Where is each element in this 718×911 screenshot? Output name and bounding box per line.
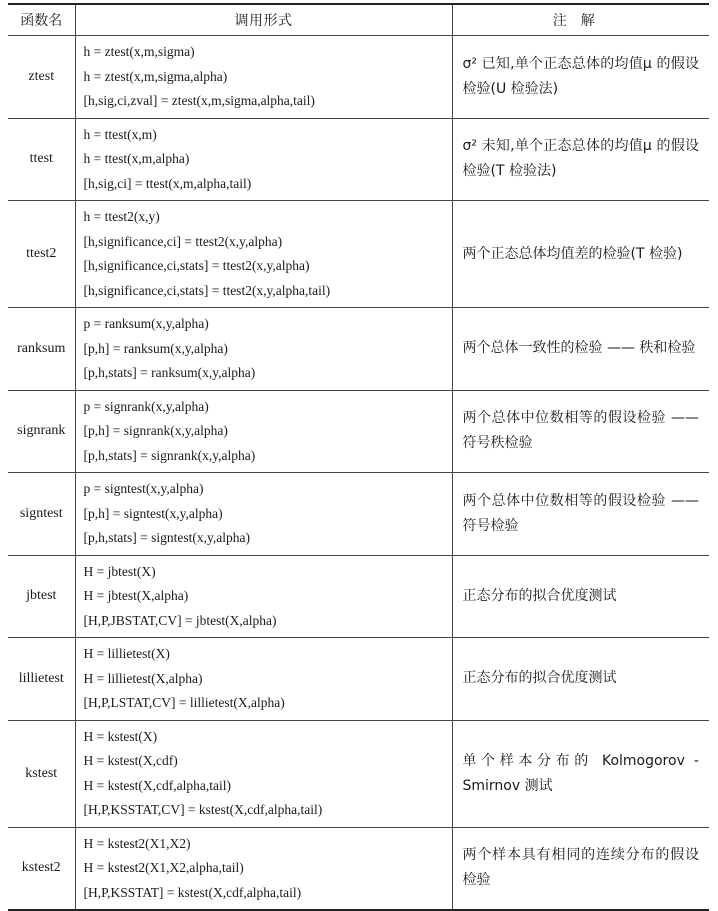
function-name-cell: lillietest <box>8 638 75 721</box>
usage-line: h = ztest(x,m,sigma) <box>83 44 195 59</box>
usage-line: [p,h] = ranksum(x,y,alpha) <box>83 340 228 356</box>
usage-line: h = ttest(x,m,alpha) <box>83 151 190 166</box>
usage-line: H = jbtest(X) <box>83 563 156 579</box>
note-cell: 正态分布的拟合优度测试 <box>452 555 709 638</box>
usage-line: h = ttest2(x,y) <box>83 209 160 224</box>
usage-line: H = kstest(X) <box>83 728 158 744</box>
function-name-cell: signrank <box>8 390 75 473</box>
usage-line: [h,significance,ci,stats] = ttest2(x,y,alpha,tail) <box>83 282 331 298</box>
usage-line: [h,sig,ci] = ttest(x,m,alpha,tail) <box>83 175 252 191</box>
function-name-cell: kstest <box>8 720 75 827</box>
table-row <box>8 473 709 556</box>
usage-cell <box>75 555 452 638</box>
note-cell: 两个样本具有相同的连续分布的假设检验 <box>452 827 709 910</box>
function-name-cell: ttest <box>8 118 75 201</box>
usage-line: [h,significance,ci] = ttest2(x,y,alpha) <box>83 233 283 249</box>
note-cell: 两个总体中位数相等的假设检验 —— 符号秩检验 <box>452 390 709 473</box>
usage-line: [H,P,KSSTAT,CV] = kstest(X,cdf,alpha,tail) <box>83 802 323 817</box>
function-name-cell: kstest2 <box>8 827 75 910</box>
table-row <box>8 118 709 201</box>
usage-line: h = ztest(x,m,sigma,alpha) <box>83 68 228 84</box>
usage-line: h = ttest(x,m) <box>83 126 157 142</box>
usage-line: H = kstest2(X1,X2,alpha,tail) <box>83 860 244 875</box>
table-row <box>8 720 709 827</box>
note-cell: 两个正态总体均值差的检验(T 检验) <box>452 201 709 308</box>
header-function-name: 函数名 <box>8 4 75 36</box>
usage-line: [H,P,LSTAT,CV] = lillietest(X,alpha) <box>83 695 285 710</box>
table-row <box>8 36 709 119</box>
usage-line: [p,h,stats] = ranksum(x,y,alpha) <box>83 365 256 380</box>
usage-line: H = kstest2(X1,X2) <box>83 835 191 851</box>
table-row <box>8 201 709 308</box>
usage-cell <box>75 308 452 391</box>
function-name-cell: ztest <box>8 36 75 119</box>
note-cell: 两个总体中位数相等的假设检验 —— 符号检验 <box>452 473 709 556</box>
function-name-cell: signtest <box>8 473 75 556</box>
function-name-cell: ttest2 <box>8 201 75 308</box>
usage-cell <box>75 390 452 473</box>
usage-cell <box>75 118 452 201</box>
function-name-cell: jbtest <box>8 555 75 638</box>
table-row <box>8 390 709 473</box>
note-cell: 两个总体一致性的检验 —— 秩和检验 <box>452 308 709 391</box>
table-row <box>8 308 709 391</box>
usage-line: p = ranksum(x,y,alpha) <box>83 316 209 331</box>
note-cell: 单个样本分布的 Kolmogorov - Smirnov 测试 <box>452 720 709 827</box>
usage-line: H = kstest(X,cdf) <box>83 753 178 768</box>
function-table <box>8 3 709 911</box>
table-body <box>8 36 709 911</box>
note-cell: σ² 未知,单个正态总体的均值μ 的假设检验(T 检验法) <box>452 118 709 201</box>
usage-line: H = lillietest(X) <box>83 646 170 661</box>
usage-line: [p,h] = signrank(x,y,alpha) <box>83 423 228 438</box>
usage-cell <box>75 827 452 910</box>
usage-line: [H,P,JBSTAT,CV] = jbtest(X,alpha) <box>83 612 277 628</box>
usage-line: [p,h] = signtest(x,y,alpha) <box>83 505 223 521</box>
usage-cell <box>75 720 452 827</box>
usage-line: p = signrank(x,y,alpha) <box>83 398 209 414</box>
usage-cell <box>75 201 452 308</box>
usage-line: H = kstest(X,cdf,alpha,tail) <box>83 777 231 793</box>
note-cell: σ² 已知,单个正态总体的均值μ 的假设检验(U 检验法) <box>452 36 709 119</box>
usage-cell <box>75 36 452 119</box>
table-row <box>8 827 709 910</box>
function-name-cell: ranksum <box>8 308 75 391</box>
table-row <box>8 555 709 638</box>
usage-line: [h,sig,ci,zval] = ztest(x,m,sigma,alpha,tail) <box>83 93 315 108</box>
note-cell: 正态分布的拟合优度测试 <box>452 638 709 721</box>
usage-line: [p,h,stats] = signrank(x,y,alpha) <box>83 447 256 463</box>
usage-cell <box>75 473 452 556</box>
header-note: 注解 <box>452 4 709 36</box>
usage-line: [h,significance,ci,stats] = ttest2(x,y,alpha) <box>83 258 310 273</box>
usage-line: [H,P,KSSTAT] = kstest(X,cdf,alpha,tail) <box>83 884 302 900</box>
usage-cell <box>75 638 452 721</box>
usage-line: H = jbtest(X,alpha) <box>83 588 189 603</box>
header-usage: 调用形式 <box>75 4 452 36</box>
usage-line: p = signtest(x,y,alpha) <box>83 481 204 496</box>
usage-line: H = lillietest(X,alpha) <box>83 670 203 686</box>
table-header-row <box>8 4 709 36</box>
table-row <box>8 638 709 721</box>
usage-line: [p,h,stats] = signtest(x,y,alpha) <box>83 530 250 545</box>
